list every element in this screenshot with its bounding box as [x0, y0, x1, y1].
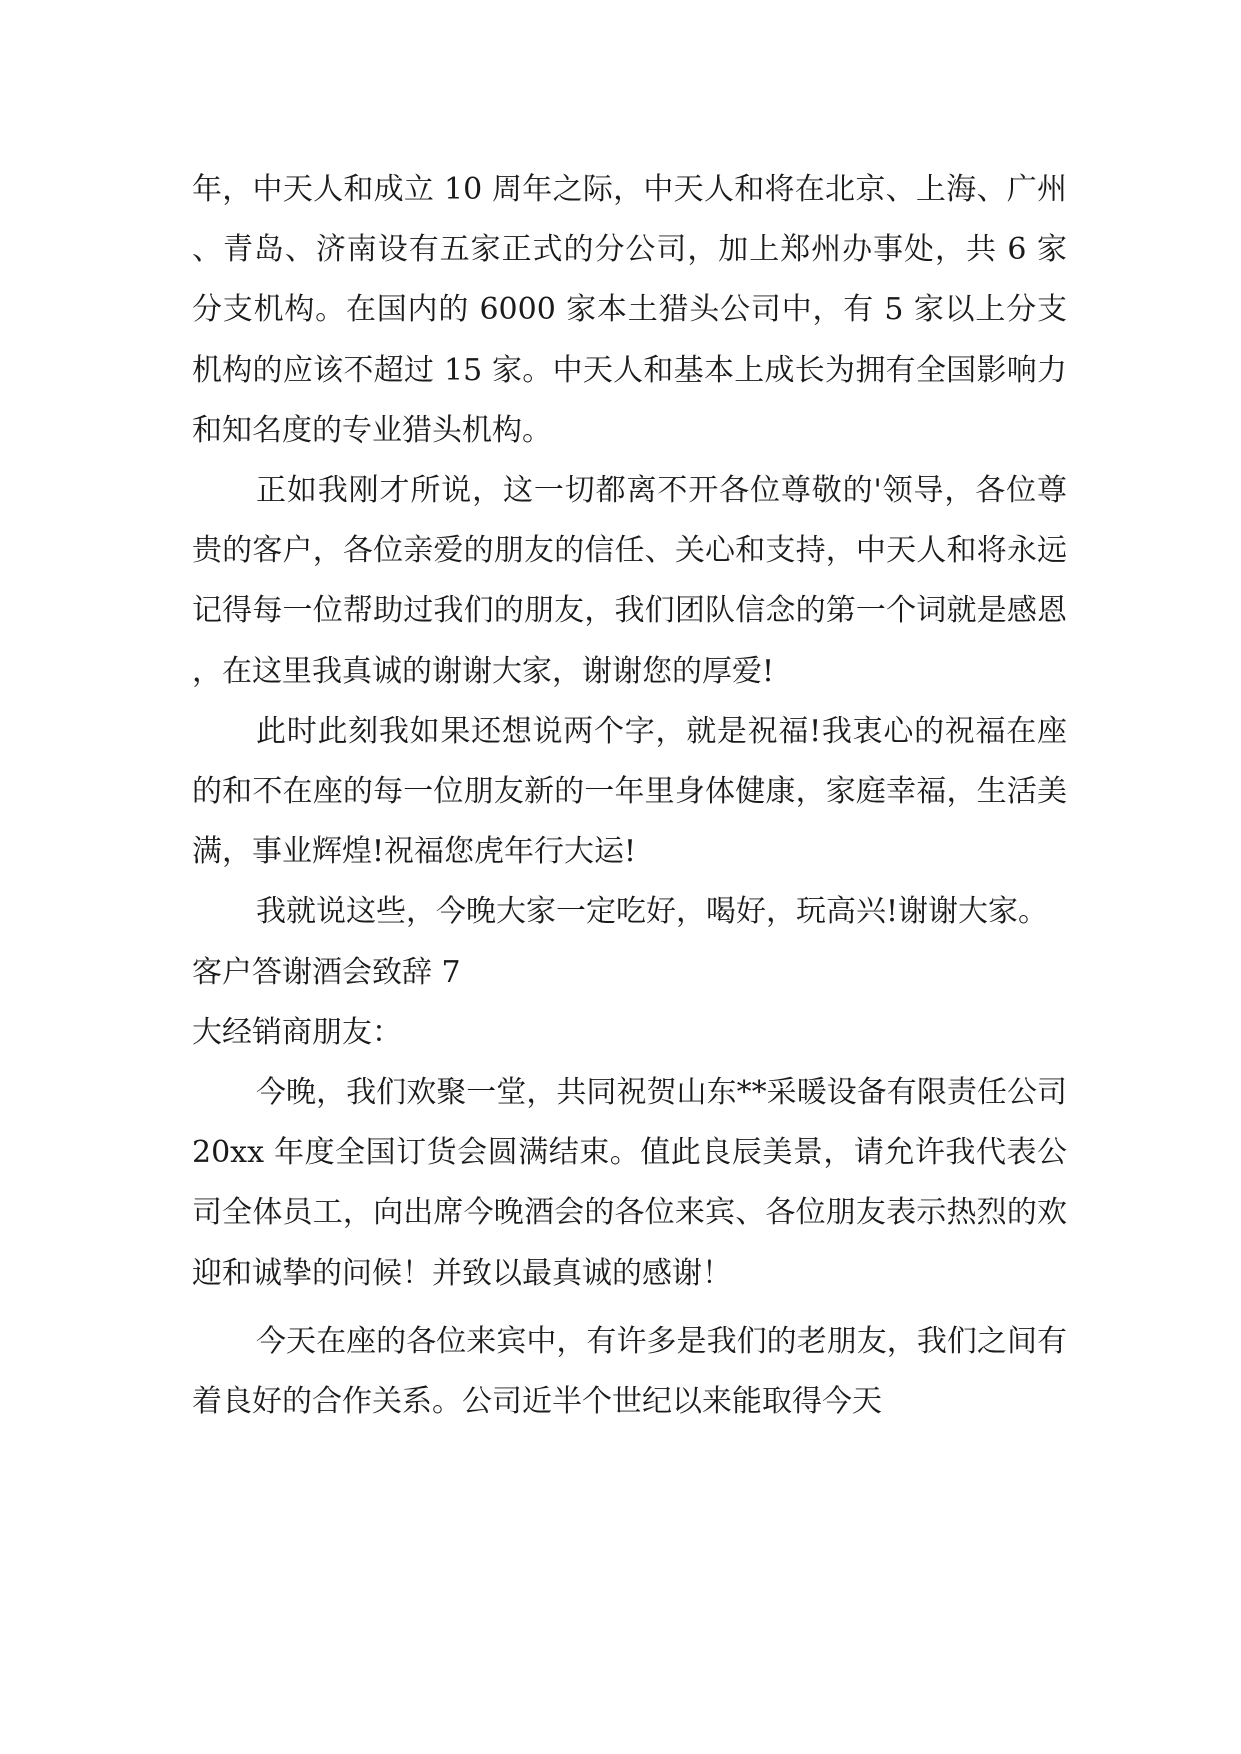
paragraph-closing: 我就说这些，今晚大家一定吃好，喝好，玩高兴!谢谢大家。 [256, 894, 1049, 930]
salutation: 大经销商朋友： [192, 1014, 402, 1050]
paragraph-thanks: 正如我刚才所说，这一切都离不开各位尊敬的'领导，各位尊贵的客户，各位亲爱的朋友的信任、关心和支持，中天人和将永远记得每一位帮助过我们的朋友，我们团队信念的第一个词就是感恩，在这里我真诚的谢谢大家，谢谢您的厚爱! [192, 473, 1067, 689]
document-body [192, 160, 1067, 1432]
paragraph-blessing: 此时此刻我如果还想说两个字，就是祝福!我衷心的祝福在座的和不在座的每一位朋友新的一年里身体健康，家庭幸福，生活美满，事业辉煌!祝福您虎年行大运! [192, 713, 1067, 870]
paragraph-guests: 今天在座的各位来宾中，有许多是我们的老朋友，我们之间有着良好的合作关系。公司近半个世纪以来能取得今天 [192, 1323, 1067, 1420]
paragraph-welcome: 今晚，我们欢聚一堂，共同祝贺山东**采暖设备有限责任公司 20xx 年度全国订货会圆满结束。值此良辰美景，请允许我代表公司全体员工，向出席今晚酒会的各位来宾、各位朋友表示热烈的欢迎和诚挚的问候！并致以最真诚的感谢！ [192, 1075, 1067, 1291]
section-heading: 客户答谢酒会致辞 7 [192, 954, 461, 990]
paragraph-company-growth: 年，中天人和成立 10 周年之际，中天人和将在北京、上海、广州、青岛、济南设有五家正式的分公司，加上郑州办事处，共 6 家分支机构。在国内的 6000 家本土猎头公司中，有 5 家以上分支机构的应该不超过 15 家。中天人和基本上成长为拥有全国影响力和知名度的专业猎头机构。 [192, 172, 1067, 448]
